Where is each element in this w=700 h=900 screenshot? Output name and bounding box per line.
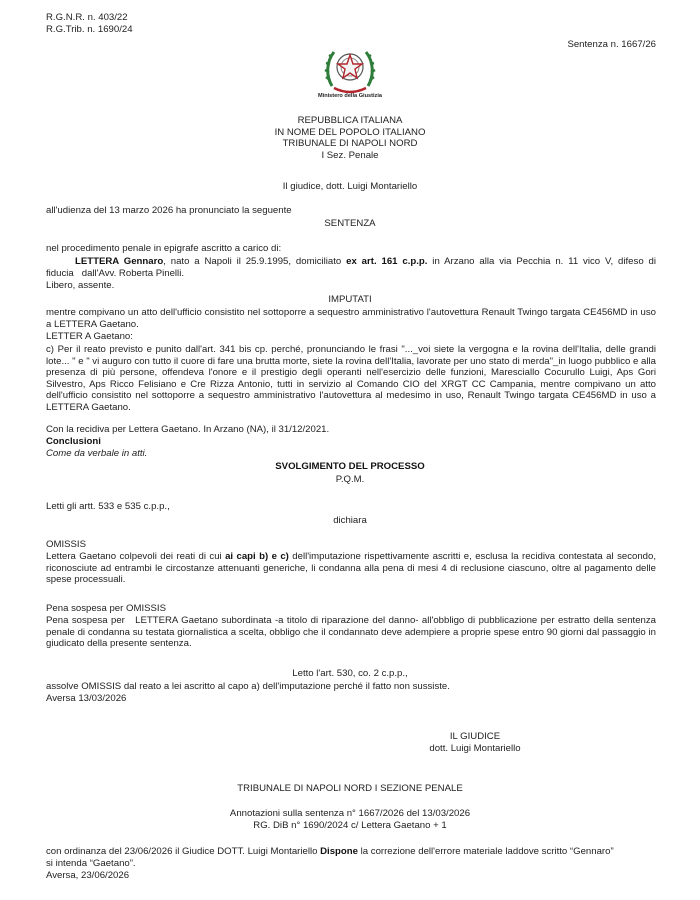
judge-line: Il giudice, dott. Luigi Montariello	[282, 181, 418, 192]
conclusions-title: Conclusioni	[46, 436, 101, 447]
case-references	[46, 12, 133, 36]
conclusions-text: Come da verbale in atti.	[46, 448, 148, 459]
pena-text: Pena sospesa per LETTERA Gaetano subordinata -a titolo di riparazione del danno- all'obbligo di pubblicazione per estratto della sentenza penale di condanna su testata giornalistica a scelta, obbligo che il condannato deve adempiere a proprie spese entro 90 giorni dal passaggio in giudicato della presente sentenza.	[46, 615, 659, 649]
court-line-tribunal: TRIBUNALE DI NAPOLI NORD	[282, 138, 418, 150]
sentenza-number: Sentenza n. 1667/26	[567, 39, 656, 50]
process-title: SVOLGIMENTO DEL PROCESSO	[275, 461, 425, 472]
omissis-line: OMISSIS	[46, 539, 86, 550]
dichiara-line: dichiara	[333, 515, 367, 526]
court-line-section: I Sez. Penale	[321, 149, 379, 161]
italian-republic-emblem	[317, 40, 383, 104]
annotation-order-line: con ordinanza del 23/06/2026 il Giudice DOTT. Luigi Montariello Dispone la correzione dell'errore materiale laddove scritto “Gennaro”	[46, 846, 614, 857]
annotation-order-cont: si intenda “Gaetano”.	[46, 858, 136, 869]
recidiva-line: Con la recidiva per Lettera Gaetano. In Arzano (NA), il 31/12/2021.	[46, 424, 330, 435]
status-line: Libero, assente.	[46, 280, 115, 291]
charge-a-text: mentre compivano un atto dell'ufficio consistito nel sottoporre a sequestro amministrativo l'autovettura Renault Twingo targata CE456MD in uso a LETTERA Gaetano.	[46, 307, 656, 330]
defendant-line: LETTERA Gennaro, nato a Napoli il 25.9.1995, domiciliato ex art. 161 c.p.p. in Arzano alla via Pecchia n. 11 vico V, difeso di	[75, 256, 656, 267]
domicile-article: ex art. 161 c.p.p.	[346, 256, 428, 267]
annotation-place-date: Aversa, 23/06/2026	[46, 870, 130, 881]
annotation-court: TRIBUNALE DI NAPOLI NORD I SEZIONE PENALE	[237, 783, 463, 794]
proceeding-intro: nel procedimento penale in epigrafe ascritto a carico di:	[46, 243, 282, 254]
court-heading	[0, 115, 700, 161]
assolve-line: assolve OMISSIS dal reato a lei ascritto al capo a) dell'imputazione perché il fatto non sussiste.	[46, 681, 450, 692]
hearing-intro: all'udienza del 13 marzo 2026 ha pronunciato la seguente	[46, 205, 292, 216]
annotation-line-2: RG. DiB n° 1690/2024 c/ Lettera Gaetano + 1	[253, 820, 447, 831]
charge-c-text: c) Per il reato previsto e punito dall'art. 341 bis cp. perché, pronunciando le frasi "..._voi siete la vergogna e la rovina dell'Italia, delle grandi lote... " e " vi auguro con tutto il cuore di fare una brutta morte, siete la rovina dell'Italia, lavorate per uno stato di merda"_in luogo pubblico e alla presenza di più persone, offendeva l'onore e il prestigio degli operanti nell'esercizio delle funzioni, Maresciallo Cocurullo Luigi, Aps Gori Silvestro, Aps Ricco Felisiano e Cre Rizza Antonio, tutti in servizio al Comando CIO del XRGT CC Campania, mentre compivano un atto dell'ufficio consistito nel sottoporre a sequestro amministrativo l'autovettura al medesimo in uso, Renault Twingo targata CE456MD in uso a LETTERA Gaetano.	[46, 344, 656, 413]
letti-line: Letti gli artt. 533 e 535 c.p.p.,	[46, 501, 170, 512]
conviction-text: Lettera Gaetano colpevoli dei reati di cui ai capi b) e c) dell'imputazione rispettivamente ascritti e, esclusa la recidiva contestata al secondo, riconosciute ad entrambi le circostanze attenuanti generiche, li condanna alla pena di mesi 4 di reclusione ciascuno, oltre al pagamento delle spese processuali.	[46, 551, 657, 585]
defense-line: fiducia dall'Avv. Roberta Pinelli.	[46, 268, 184, 279]
imputati-title: IMPUTATI	[328, 294, 372, 305]
signature-name: dott. Luigi Montariello	[429, 743, 521, 754]
defendant-name: LETTERA Gennaro	[75, 256, 164, 267]
letto-line: Letto l'art. 530, co. 2 c.p.p.,	[292, 668, 408, 679]
court-line-republic: REPUBBLICA ITALIANA	[297, 115, 403, 126]
annotation-heading	[0, 808, 700, 832]
sentenza-title: SENTENZA	[324, 218, 376, 229]
charge-recipient: LETTER A Gaetano:	[46, 331, 133, 342]
signature-title: IL GIUDICE	[449, 731, 501, 742]
rgtrib-number: R.G.Trib. n. 1690/24	[46, 24, 133, 35]
court-line-people: IN NOME DEL POPOLO ITALIANO	[274, 126, 426, 138]
ministry-logo-text: Ministero della Giustizia	[317, 93, 383, 99]
emblem-star-icon	[322, 40, 378, 98]
annotation-line-1: Annotazioni sulla sentenza n° 1667/2026 del 13/03/2026	[229, 808, 471, 819]
ruling-place-date: Aversa 13/03/2026	[46, 693, 127, 704]
judge-signature	[395, 731, 555, 755]
pqm-title: P.Q.M.	[335, 474, 365, 485]
pena-title: Pena sospesa per OMISSIS	[46, 603, 166, 614]
rgnr-number: R.G.N.R. n. 403/22	[46, 12, 128, 23]
